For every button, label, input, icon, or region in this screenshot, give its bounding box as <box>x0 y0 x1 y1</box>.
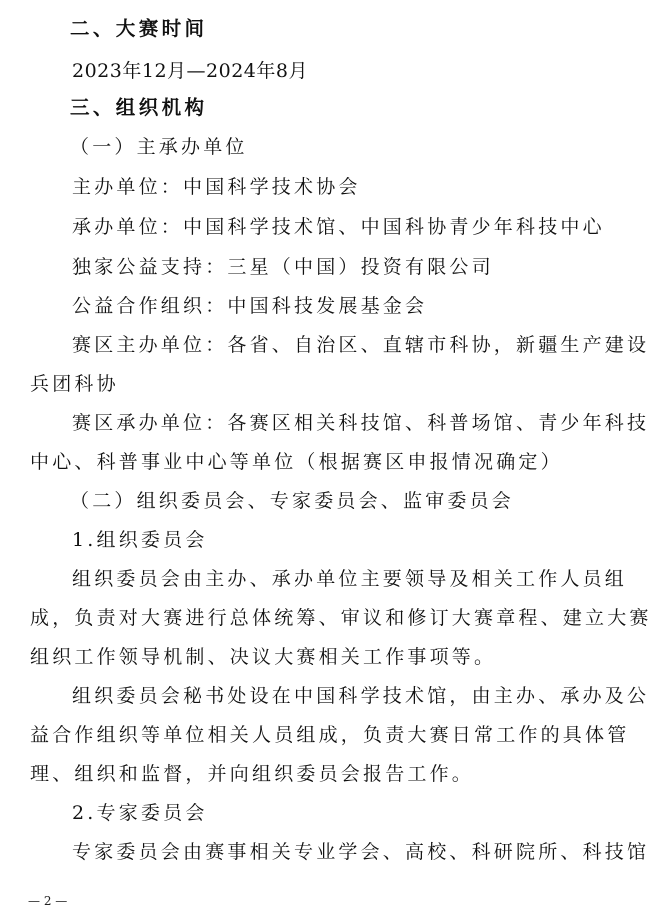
division-host-line-1: 赛区主办单位：各省、自治区、直辖市科协，新疆生产建设 <box>72 334 650 356</box>
paragraph-1-line-3: 组织工作领导机制、决议大赛相关工作事项等。 <box>30 646 497 668</box>
paragraph-3-line-1: 专家委员会由赛事相关专业学会、高校、科研院所、科技馆 <box>72 841 650 863</box>
sponsor-unit: 独家公益支持：三星（中国）投资有限公司 <box>72 256 494 278</box>
division-organizer-line-2: 中心、科普事业中心等单位（根据赛区申报情况确定） <box>30 451 563 473</box>
organizer-unit: 承办单位：中国科学技术馆、中国科协青少年科技中心 <box>72 216 605 238</box>
item-organizing-committee: 1.组织委员会 <box>72 529 208 551</box>
item-expert-committee: 2.专家委员会 <box>72 802 208 824</box>
timeline-date-range: 2023年12月—2024年8月 <box>72 60 308 82</box>
paragraph-1-line-2: 成，负责对大赛进行总体统筹、审议和修订大赛章程、建立大赛 <box>30 607 652 629</box>
paragraph-2-line-1: 组织委员会秘书处设在中国科学技术馆，由主办、承办及公 <box>72 685 650 707</box>
section-heading-organization: 三、组织机构 <box>70 96 208 119</box>
page-number: — 2 — <box>28 894 68 908</box>
subheading-committees: （二）组织委员会、专家委员会、监审委员会 <box>70 490 515 512</box>
division-host-line-2: 兵团科协 <box>30 373 119 395</box>
paragraph-1-line-1: 组织委员会由主办、承办单位主要领导及相关工作人员组 <box>72 568 628 590</box>
host-unit: 主办单位：中国科学技术协会 <box>72 176 361 198</box>
paragraph-2-line-2: 益合作组织等单位相关人员组成，负责大赛日常工作的具体管 <box>30 724 630 746</box>
section-heading-timeline: 二、大赛时间 <box>70 17 208 40</box>
partner-organization: 公益合作组织：中国科技发展基金会 <box>72 295 428 317</box>
subheading-host-units: （一）主承办单位 <box>70 136 248 158</box>
division-organizer-line-1: 赛区承办单位：各赛区相关科技馆、科普场馆、青少年科技 <box>72 412 650 434</box>
paragraph-2-line-3: 理、组织和监督，并向组织委员会报告工作。 <box>30 763 475 785</box>
